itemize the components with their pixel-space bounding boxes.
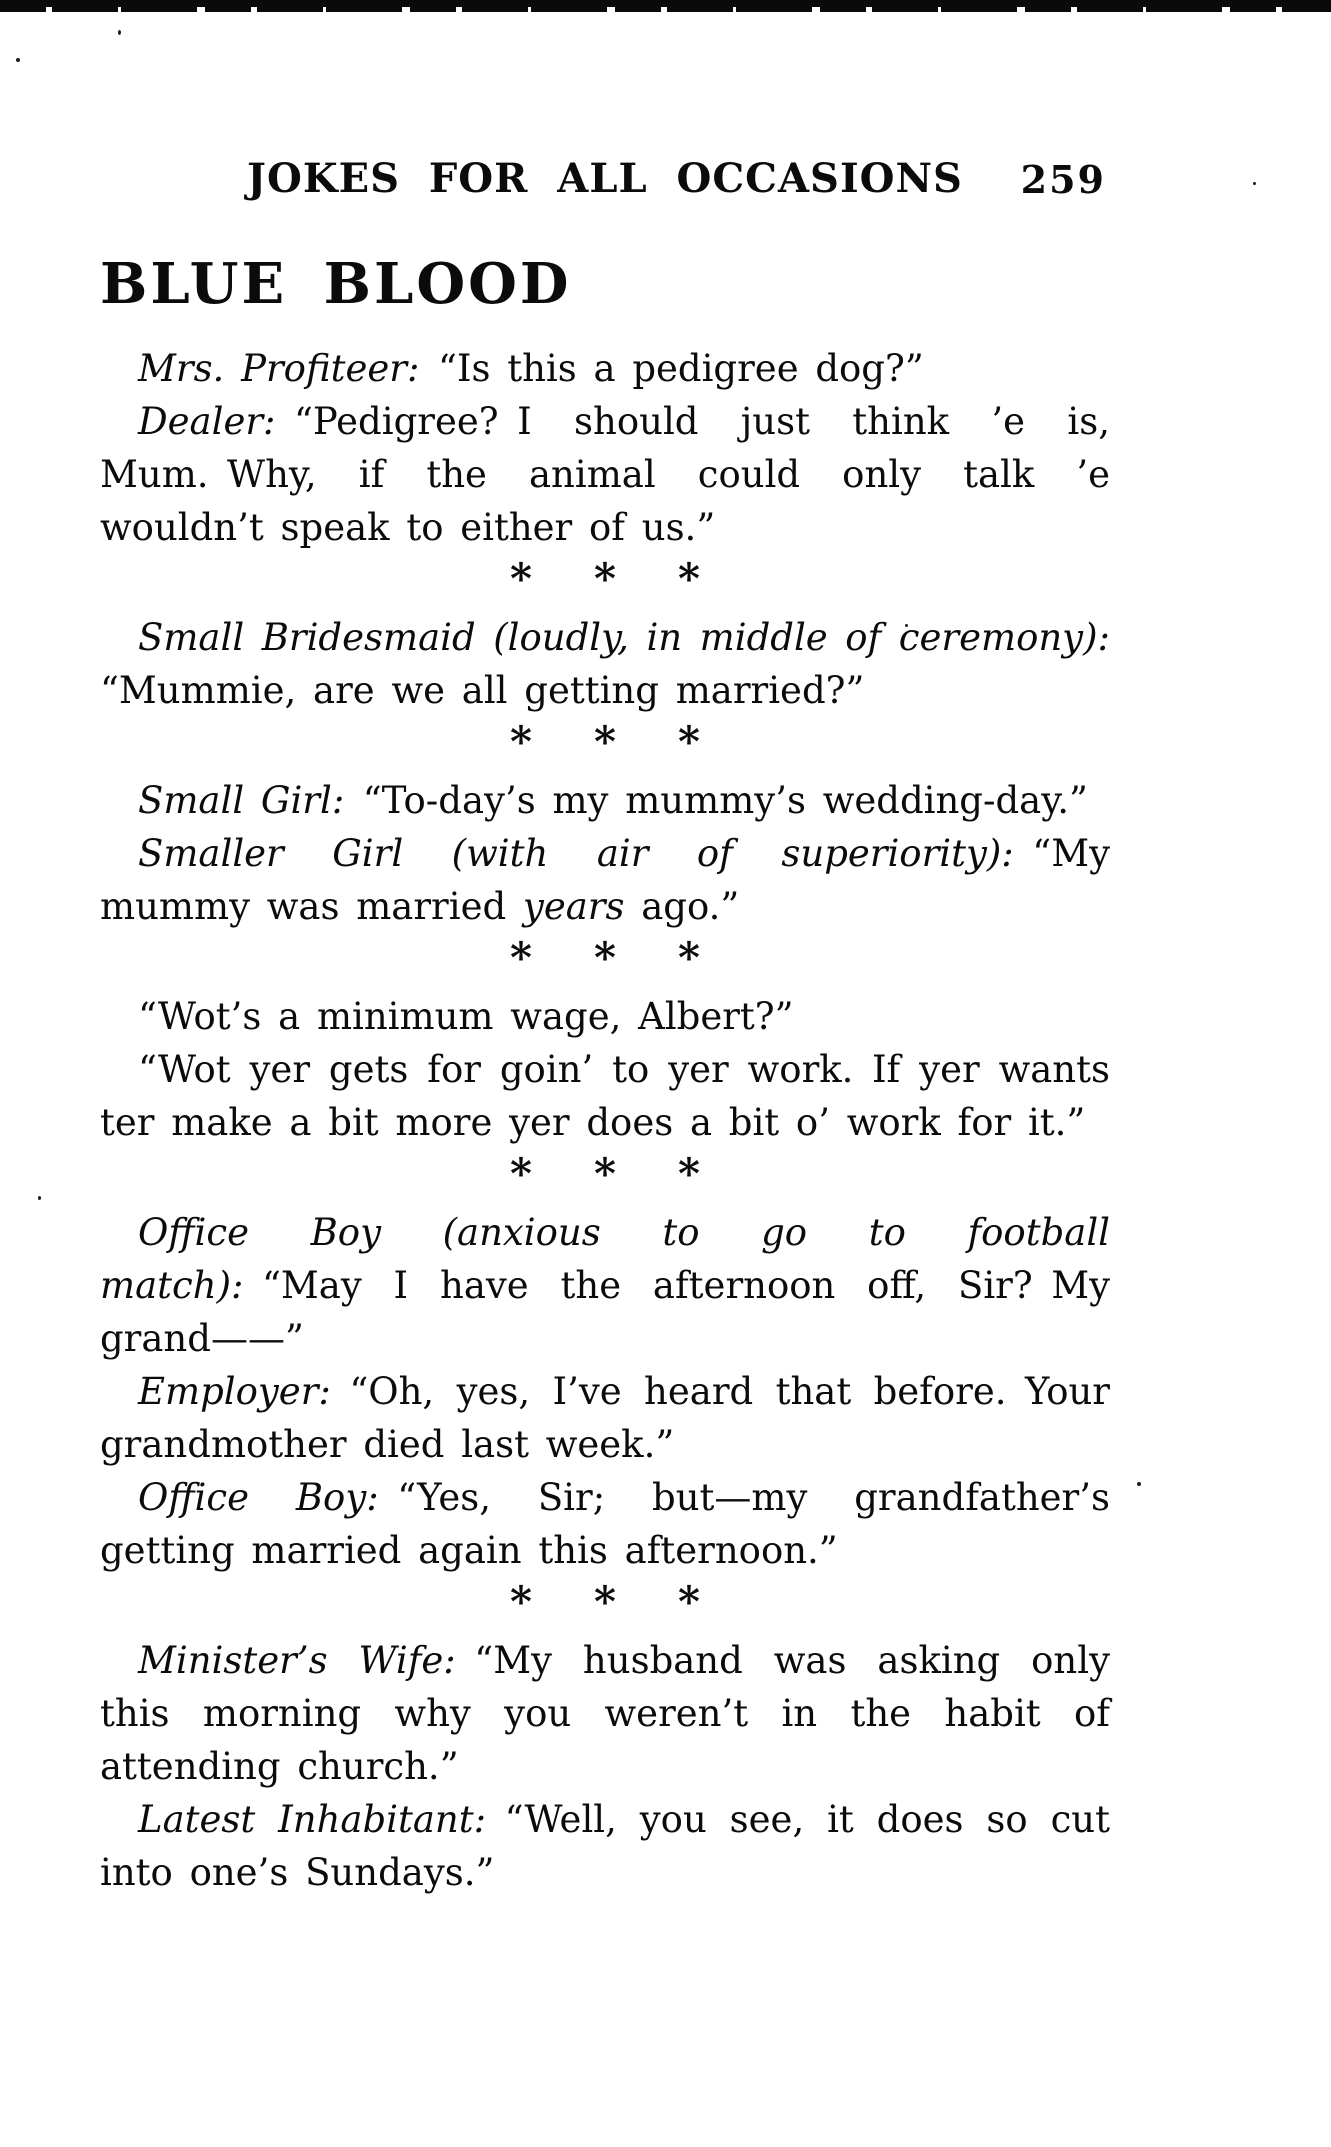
dialogue-text: “Wot yer gets for goin’ to yer work. If yer wants ter make a bit more yer does a bit o’ work for it.” [100, 1048, 1110, 1144]
joke-paragraph [100, 827, 1110, 933]
asterisk: * [510, 933, 533, 982]
section-title: BLUE BLOOD [100, 251, 572, 317]
speaker-label: Employer: [138, 1370, 331, 1413]
asterisk: * [510, 1577, 533, 1626]
joke-paragraph [100, 395, 1110, 554]
speaker-label: Mrs. Profiteer: [138, 347, 420, 390]
asterisk: * [510, 1149, 533, 1198]
speaker-label: Office Boy (anxious to go to football match): [100, 1211, 1110, 1307]
speaker-label: years [522, 885, 625, 928]
speaker-label: Small Girl: [138, 779, 345, 822]
asterisk: * [594, 1149, 616, 1198]
dialogue-text: ago.” [624, 885, 740, 928]
asterisk: * [510, 554, 533, 603]
asterisk: * [677, 554, 700, 603]
dialogue-text: “My husband was asking only this morning why you weren’t in the habit of attending church.” [100, 1639, 1110, 1788]
speaker-label: Office Boy: [138, 1476, 379, 1519]
dialogue-text: “Pedigree? I should just think ’e is, Mum. Why, if the animal could only talk ’e wouldn’t speak to either of us.” [100, 400, 1110, 549]
scan-speck [118, 30, 121, 35]
joke-paragraph [100, 990, 1110, 1043]
page-body [100, 342, 1110, 1899]
speaker-label: Small Bridesmaid (loudly, in middle of ceremony): [138, 616, 1110, 659]
asterisk: * [594, 933, 616, 982]
scan-edge-bar [0, 0, 1331, 7]
asterisk: * [594, 717, 616, 766]
asterisk: * [677, 1149, 700, 1198]
joke-paragraph [100, 342, 1110, 395]
scan-speck [38, 1196, 41, 1200]
asterisk: * [677, 717, 700, 766]
asterisk: * [594, 554, 616, 603]
dialogue-text: “May I have the afternoon off, Sir? My grand——” [100, 1264, 1110, 1360]
joke-paragraph [100, 774, 1110, 827]
scan-speck [16, 58, 20, 62]
scan-speck [1253, 182, 1256, 185]
section-divider [100, 935, 1110, 988]
joke-paragraph [100, 1793, 1110, 1899]
running-header-title: JOKES FOR ALL OCCASIONS [247, 155, 963, 202]
scan-speck [1137, 1482, 1141, 1486]
joke-paragraph [100, 1634, 1110, 1793]
dialogue-text: “Wot’s a minimum wage, Albert?” [138, 995, 794, 1038]
dialogue-text: “Well, you see, it does so cut into one’s Sundays.” [100, 1798, 1110, 1894]
speaker-label: Smaller Girl (with air of superiority): [138, 832, 1014, 875]
speaker-label: Dealer: [138, 400, 276, 443]
dialogue-text: “Yes, Sir; but—my grandfather’s getting married again this afternoon.” [100, 1476, 1110, 1572]
page-number: 259 [1020, 157, 1106, 202]
asterisk: * [510, 717, 533, 766]
dialogue-text: “My mummy was married [100, 832, 1110, 928]
section-divider [100, 1151, 1110, 1204]
speaker-label: Latest Inhabitant: [138, 1798, 487, 1841]
dialogue-text: “Mummie, are we all getting married?” [100, 669, 865, 712]
joke-paragraph [100, 1365, 1110, 1471]
section-divider [100, 719, 1110, 772]
running-header [100, 155, 1110, 202]
section-divider [100, 1579, 1110, 1632]
scan-edge-fragments [0, 7, 1331, 12]
speaker-label: Minister’s Wife: [138, 1639, 456, 1682]
joke-paragraph [100, 1043, 1110, 1149]
joke-paragraph [100, 1206, 1110, 1365]
dialogue-text: “Oh, yes, I’ve heard that before. Your grandmother died last week.” [100, 1370, 1110, 1466]
section-divider [100, 556, 1110, 609]
asterisk: * [594, 1577, 616, 1626]
asterisk: * [677, 1577, 700, 1626]
dialogue-text: “To-day’s my mummy’s wedding-day.” [344, 779, 1088, 822]
dialogue-text: “Is this a pedigree dog?” [419, 347, 924, 390]
asterisk: * [677, 933, 700, 982]
scan-edge-artifact [0, 0, 1331, 13]
joke-paragraph [100, 611, 1110, 717]
joke-paragraph [100, 1471, 1110, 1577]
